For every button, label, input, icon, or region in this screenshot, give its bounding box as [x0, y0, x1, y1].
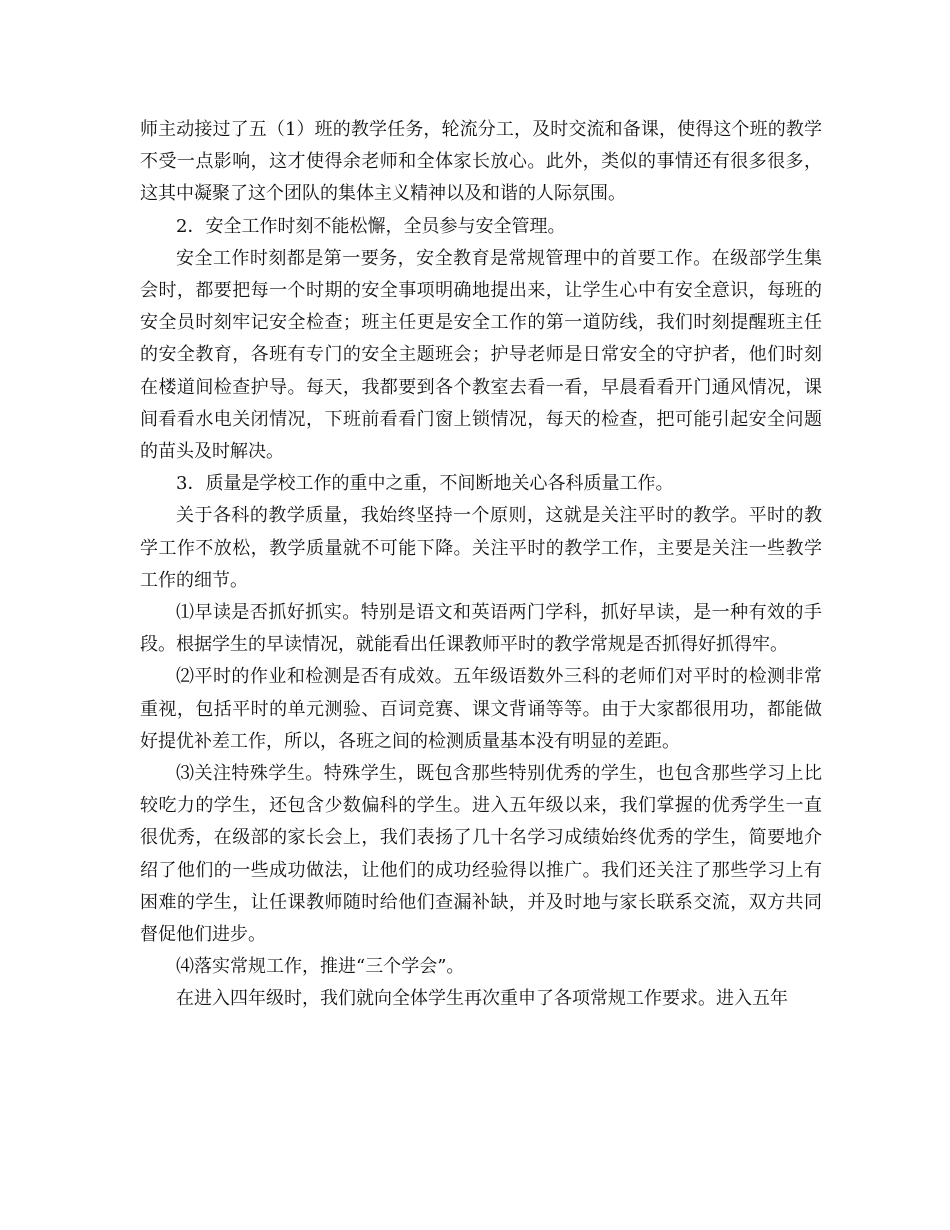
heading-quality: 3．质量是学校工作的重中之重，不间断地关心各科质量工作。 — [176, 473, 674, 495]
list-item-routine-work: ⑷落实常规工作，推进“三个学会”。 — [176, 956, 465, 978]
paragraph-quality: 关于各科的教学质量，我始终坚持一个原则，这就是关注平时的教学。平时的教学工作不放松，教学质量就不可能下降。关注平时的教学工作，主要是关注一些教学工作的细节。 — [140, 505, 822, 591]
list-item-morning-reading: ⑴早读是否抓好抓实。特别是语文和英语两门学科，抓好早读，是一种有效的手段。根据学生的早读情况，就能看出任课教师平时的教学常规是否抓得好抓得牢。 — [140, 602, 822, 656]
paragraph-safety: 安全工作时刻都是第一要务，安全教育是常规管理中的首要工作。在级部学生集会时，都要把每一个时期的安全事项明确地提出来，让学生心中有安全意识，每班的安全员时刻牢记安全检查；班主任更是安全工作的第一道防线，我们时刻提醒班主任的安全教育，各班有专门的安全主题班会；护导老师是日常安全的守护者，他们时刻在楼道间检查护导。每天，我都要到各个教室去看一看，早晨看看开门通风情况，课间看看水电关闭情况，下班前看看门窗上锁情况，每天的检查，把可能引起安全问题的苗头及时解决。 — [140, 247, 822, 463]
list-item-homework-testing: ⑵平时的作业和检测是否有成效。五年级语数外三科的老师们对平时的检测非常重视，包括平时的单元测验、百词竞赛、课文背诵等等。由于大家都很用功，都能做好提优补差工作，所以，各班之间的检测质量基本没有明显的差距。 — [140, 666, 822, 752]
paragraph-team-spirit: 师主动接过了五（1）班的教学任务，轮流分工，及时交流和备课，使得这个班的教学不受一点影响，这才使得余老师和全体家长放心。此外，类似的事情还有很多很多，这其中凝聚了这个团队的集体主义精神以及和谐的人际氛围。 — [140, 119, 822, 205]
paragraph-grade-four: 在进入四年级时，我们就向全体学生再次重申了各项常规工作要求。进入五年 — [176, 988, 788, 1010]
heading-safety: 2．安全工作时刻不能松懈，全员参与安全管理。 — [176, 215, 566, 237]
list-item-special-students: ⑶关注特殊学生。特殊学生，既包含那些特别优秀的学生，也包含那些学习上比较吃力的学生，还包含少数偏科的学生。进入五年级以来，我们掌握的优秀学生一直很优秀，在级部的家长会上，我们表扬了几十名学习成绩始终优秀的学生，简要地介绍了他们的一些成功做法，让他们的成功经验得以推广。我们还关注了那些学习上有困难的学生，让任课教师随时给他们查漏补缺，并及时地与家长联系交流，双方共同督促他们进步。 — [140, 763, 822, 946]
document-body — [140, 114, 822, 1016]
